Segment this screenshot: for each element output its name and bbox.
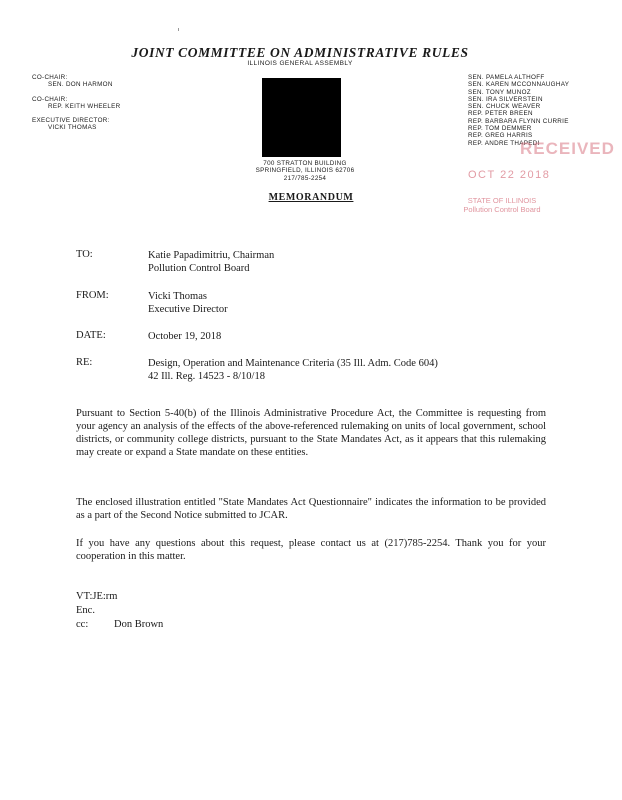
initials: VT:JE:rm [76, 591, 118, 602]
member-name: SEN. KAREN MCCONNAUGHAY [468, 81, 570, 89]
date-label: DATE: [76, 330, 106, 341]
committee-title: JOINT COMMITTEE ON ADMINISTRATIVE RULES [131, 45, 469, 60]
to-label: TO: [76, 249, 93, 260]
received-date-stamp: OCT 22 2018 [468, 169, 551, 181]
body-paragraph: The enclosed illustration entitled "State Mandates Act Questionnaire" indicates the information to be provided as a part of the Second Notice submitted to JCAR. [76, 497, 546, 521]
member-name: REP. BARBARA FLYNN CURRIE [468, 117, 569, 125]
member-name: REP. ANDRE THAPEDI [468, 139, 540, 147]
stamp-state: STATE OF ILLINOIS [467, 196, 537, 205]
co-chairs-block [32, 74, 120, 132]
co-chair-name: REP. KEITH WHEELER [48, 102, 121, 110]
re-label: RE: [76, 357, 93, 368]
member-name: SEN. IRA SILVERSTEIN [468, 95, 543, 103]
redacted-seal [262, 78, 341, 157]
from-value [148, 290, 228, 316]
member-name: REP. GREG HARRIS [468, 132, 533, 140]
address-line: 700 STRATTON BUILDING [263, 160, 347, 167]
scan-mark [178, 28, 179, 31]
re-value [148, 357, 438, 383]
cc-name: Don Brown [114, 619, 164, 630]
date-value: October 19, 2018 [148, 331, 222, 342]
re-line: 42 Ill. Reg. 14523 - 8/10/18 [148, 371, 265, 382]
memorandum-heading-text: MEMORANDUM [268, 192, 354, 203]
address-line: SPRINGFIELD, ILLINOIS 62706 [255, 167, 355, 175]
to-line: Katie Papadimitriu, Chairman [148, 250, 275, 261]
from-line: Executive Director [148, 304, 228, 315]
enclosure: Enc. [76, 605, 95, 616]
member-name: SEN. CHUCK WEAVER [468, 103, 541, 111]
cc-label: cc: [76, 619, 89, 630]
committee-address [250, 160, 360, 182]
member-name: REP. TOM DEMMER [468, 125, 532, 133]
body-paragraph: Pursuant to Section 5-40(b) of the Illinois Administrative Procedure Act, the Committee is requesting from your agency an analysis of the effects of the above-referenced rulemaking on units of local government, school districts, or community college districts, pursuant to the State Mandates Act, as it appears that this rulemaking may create or expand a State mandate on these entities. [76, 408, 546, 458]
committee-members-list [468, 74, 569, 147]
body-paragraph: If you have any questions about this request, please contact us at (217)785-2254. Thank you for your cooperation in this matter. [76, 538, 546, 562]
memorandum-heading [0, 192, 622, 203]
executive-director-label: EXECUTIVE DIRECTOR: [32, 117, 110, 125]
co-chair-label: CO-CHAIR: [32, 95, 68, 103]
member-name: REP. PETER BREEN [468, 110, 533, 118]
co-chair-name: SEN. DON HARMON [48, 81, 113, 89]
from-label: FROM: [76, 290, 109, 301]
general-assembly-subtitle: ILLINOIS GENERAL ASSEMBLY [247, 60, 353, 67]
executive-director-name: VICKI THOMAS [48, 124, 97, 132]
re-line: Design, Operation and Maintenance Criteria (35 Ill. Adm. Code 604) [148, 358, 438, 369]
member-name: SEN. PAMELA ALTHOFF [468, 74, 545, 81]
stamp-board: Pollution Control Board [463, 205, 541, 214]
from-line: Vicki Thomas [148, 291, 207, 302]
member-name: SEN. TONY MUNOZ [468, 88, 531, 96]
to-line: Pollution Control Board [148, 263, 250, 274]
co-chair-label: CO-CHAIR: [32, 74, 68, 81]
received-stamp: RECEIVED [520, 139, 615, 158]
to-value [148, 249, 274, 275]
address-line: 217/785-2254 [283, 174, 327, 182]
